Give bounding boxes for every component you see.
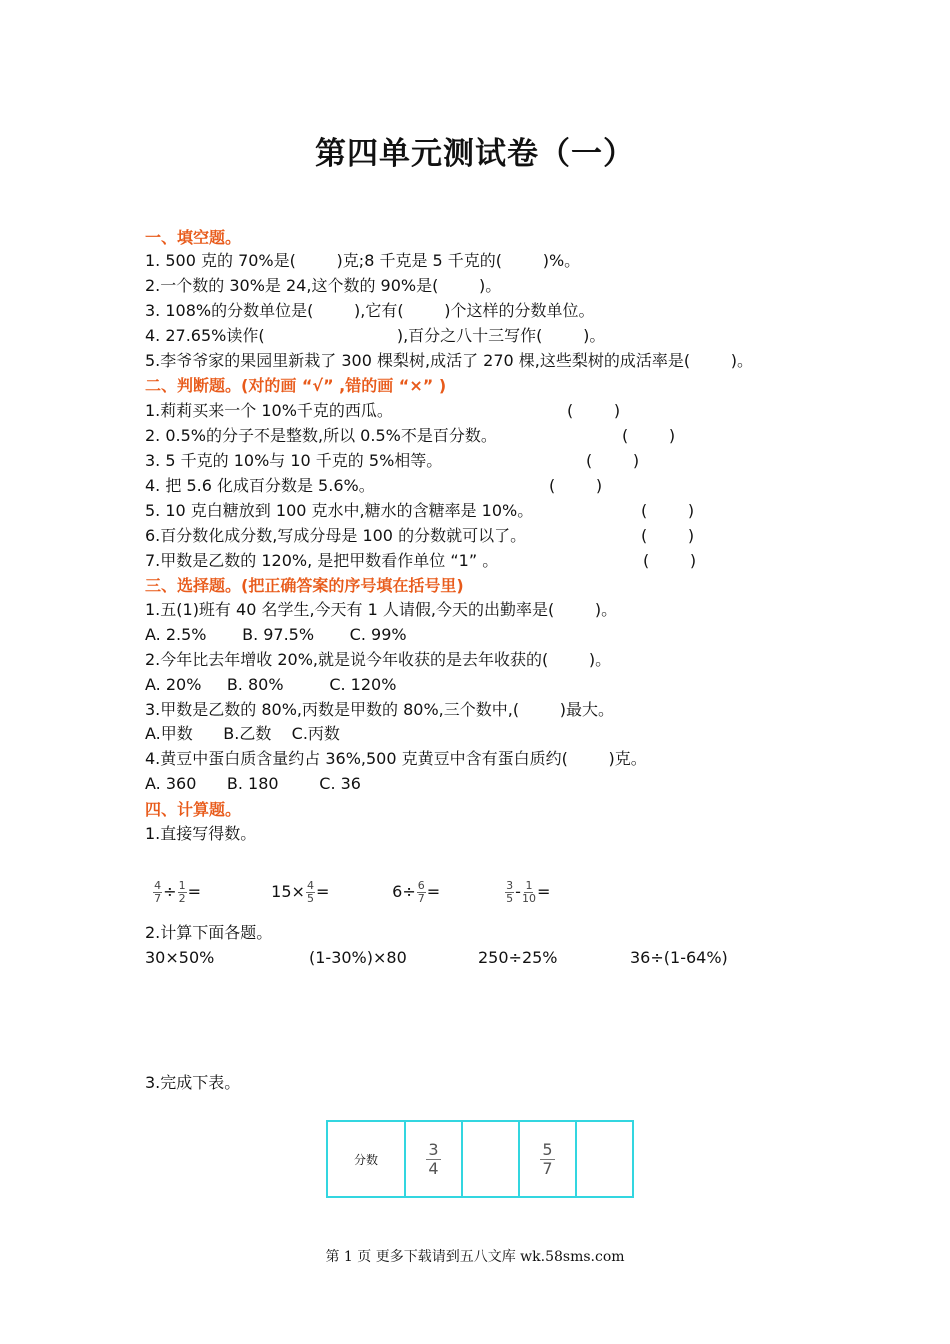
answer-paren: ( )	[586, 451, 640, 470]
page-title: 第四单元测试卷（一）	[315, 136, 635, 172]
choice-question: 3.甲数是乙数的 80%,丙数是甲数的 80%,三个数中,( )最大。	[145, 700, 614, 719]
table-cell	[519, 1121, 576, 1197]
fill-question: 4. 27.65%读作( ),百分之八十三写作( )。	[145, 326, 606, 345]
calc-expr: 36÷(1-64%)	[630, 948, 728, 967]
fraction: $\frac{3}{5}$	[506, 879, 514, 905]
mental-calc-expr: 6÷ $\frac{6}{7}$ =	[392, 879, 441, 905]
fraction: $\frac{6}{7}$	[417, 879, 425, 905]
mental-calc-expr: $\frac{4}{7}$ ÷ $\frac{1}{2}$ =	[154, 879, 201, 905]
answer-paren: ( )	[643, 551, 697, 570]
table-row-label: 分数	[327, 1121, 405, 1197]
answer-paren: ( )	[549, 476, 603, 495]
section-heading-fill: 一、填空题。	[145, 228, 242, 247]
table-cell-blank	[576, 1121, 633, 1197]
section-heading-calc: 四、计算题。	[145, 800, 242, 819]
choice-options: A.甲数 B.乙数 C.丙数	[145, 724, 340, 743]
choice-question: 4.黄豆中蛋白质含量约占 36%,500 克黄豆中含有蛋白质约( )克。	[145, 749, 647, 768]
fraction: $\frac{3}{4}$	[428, 1140, 439, 1178]
answer-paren: ( )	[622, 426, 676, 445]
fraction: $\frac{1}{2}$	[178, 879, 186, 905]
calc-expr: 250÷25%	[478, 948, 558, 967]
fill-question: 2.一个数的 30%是 24,这个数的 90%是( )。	[145, 276, 502, 295]
table-cell-blank	[462, 1121, 519, 1197]
judge-question: 2. 0.5%的分子不是整数,所以 0.5%不是百分数。	[145, 426, 497, 445]
judge-question: 3. 5 千克的 10%与 10 千克的 5%相等。	[145, 451, 443, 470]
calc-expr: 30×50%	[145, 948, 215, 967]
judge-question: 7.甲数是乙数的 120%, 是把甲数看作单位 “1” 。	[145, 551, 499, 570]
calc-subheading: 2.计算下面各题。	[145, 923, 273, 942]
fraction-table	[326, 1120, 634, 1198]
mental-calc-expr: $\frac{3}{5}$ - $\frac{1}{10}$ =	[506, 879, 551, 905]
fill-question: 3. 108%的分数单位是( ),它有( )个这样的分数单位。	[145, 301, 595, 320]
section-heading-choice: 三、选择题。(把正确答案的序号填在括号里)	[145, 576, 464, 595]
calc-expr: (1-30%)×80	[309, 948, 407, 967]
section-heading-judge: 二、判断题。(对的画 “√” ,错的画 “×” )	[145, 376, 447, 395]
choice-options: A. 20% B. 80% C. 120%	[145, 675, 397, 694]
fraction: $\frac{1}{10}$	[521, 879, 536, 905]
calc-subheading: 3.完成下表。	[145, 1073, 241, 1092]
choice-question: 2.今年比去年增收 20%,就是说今年收获的是去年收获的( )。	[145, 650, 612, 669]
judge-question: 1.莉莉买来一个 10%千克的西瓜。	[145, 401, 393, 420]
page-footer: 第 1 页 更多下载请到五八文库 wk.58sms.com	[325, 1249, 625, 1265]
choice-options: A. 360 B. 180 C. 36	[145, 774, 361, 793]
answer-paren: ( )	[641, 526, 695, 545]
answer-paren: ( )	[641, 501, 695, 520]
answer-paren: ( )	[567, 401, 621, 420]
calc-subheading: 1.直接写得数。	[145, 824, 257, 843]
choice-options: A. 2.5% B. 97.5% C. 99%	[145, 625, 407, 644]
table-cell	[405, 1121, 462, 1197]
choice-question: 1.五(1)班有 40 名学生,今天有 1 人请假,今天的出勤率是( )。	[145, 600, 618, 619]
fraction: $\frac{5}{7}$	[542, 1140, 553, 1178]
mental-calc-expr: 15× $\frac{4}{5}$ =	[271, 879, 330, 905]
fill-question: 1. 500 克的 70%是( )克;8 千克是 5 千克的( )%。	[145, 251, 581, 270]
fraction: $\frac{4}{5}$	[306, 879, 314, 905]
fill-question: 5.李爷爷家的果园里新栽了 300 棵梨树,成活了 270 棵,这些梨树的成活率是( )。	[145, 351, 754, 370]
judge-question: 5. 10 克白糖放到 100 克水中,糖水的含糖率是 10%。	[145, 501, 534, 520]
judge-question: 4. 把 5.6 化成百分数是 5.6%。	[145, 476, 375, 495]
judge-question: 6.百分数化成分数,写成分母是 100 的分数就可以了。	[145, 526, 527, 545]
fraction: $\frac{4}{7}$	[154, 879, 162, 905]
